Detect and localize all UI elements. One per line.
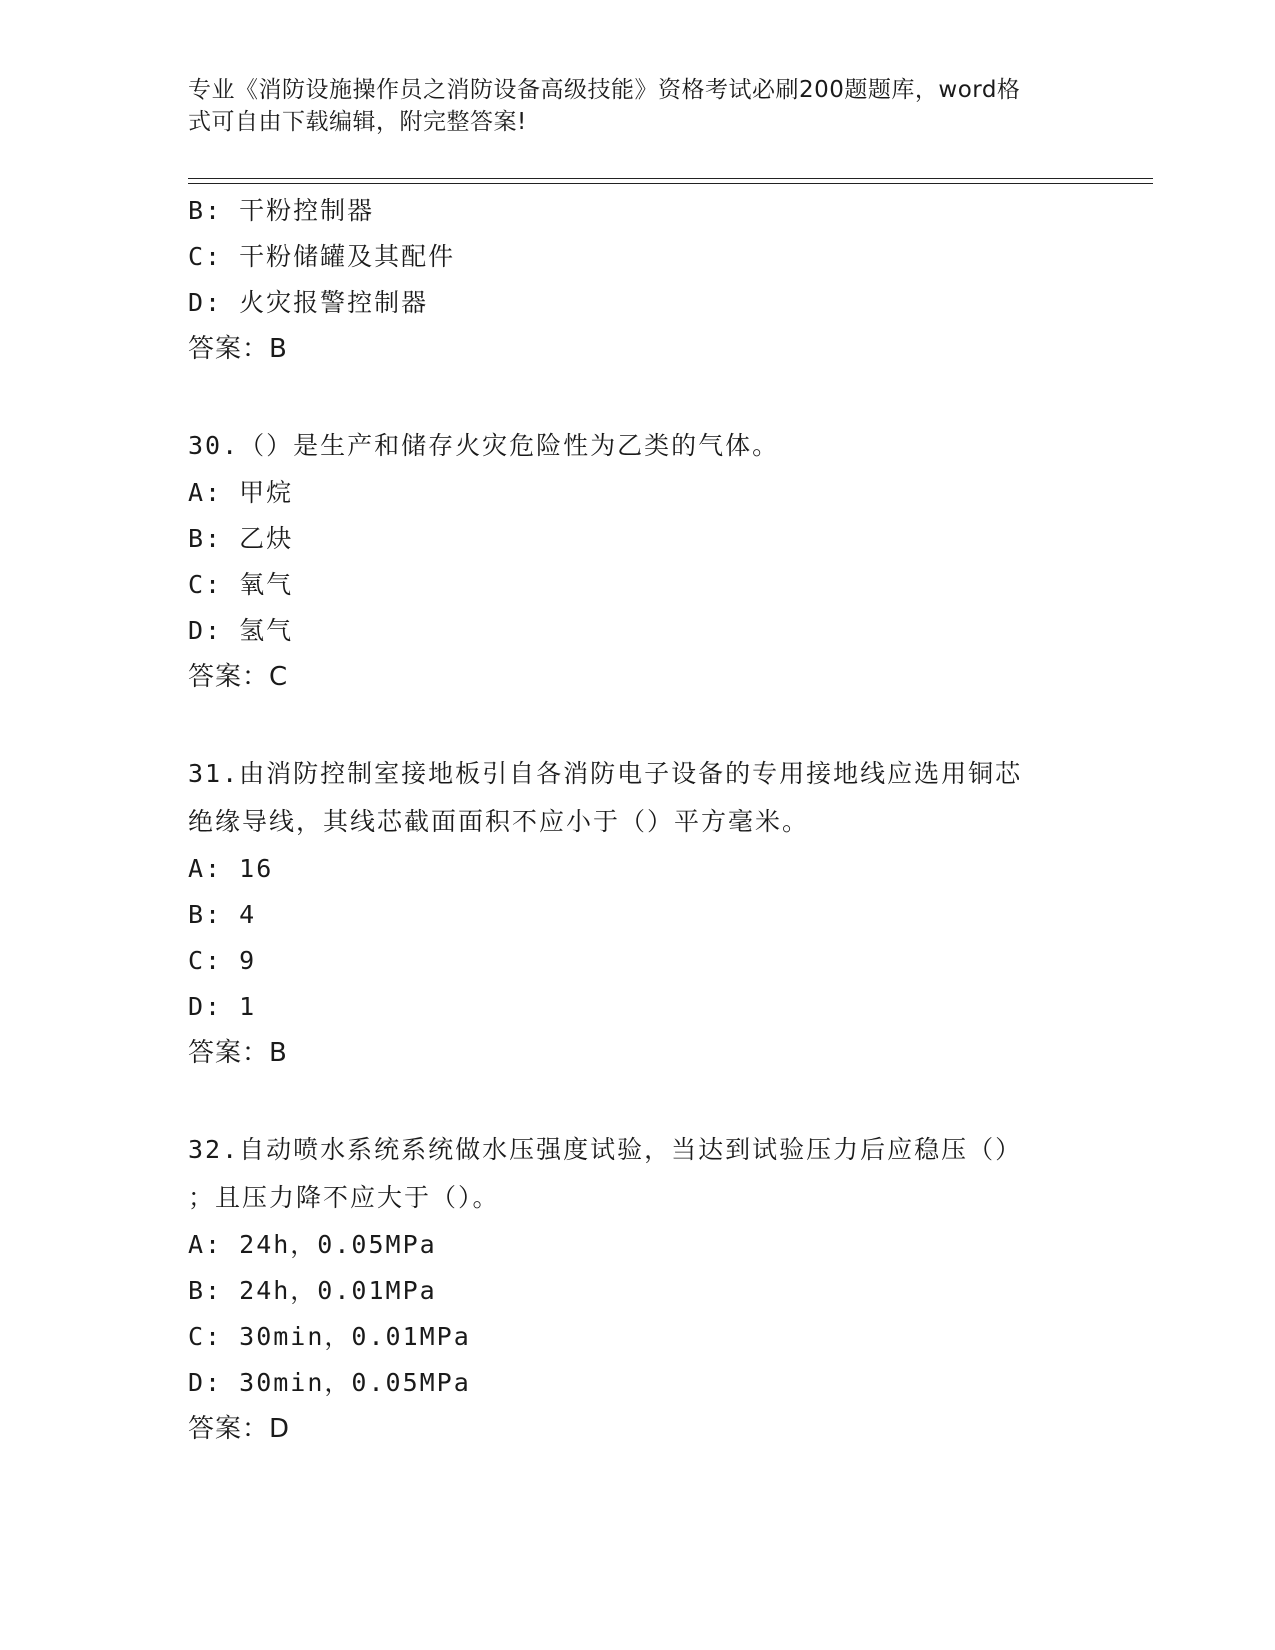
spacer [188, 700, 1088, 750]
answer: 答案：B [188, 334, 288, 364]
option-c: C: 9 [188, 946, 257, 975]
answer: 答案：B [188, 1038, 288, 1068]
option-b: B: 24h，0.01MPa [188, 1276, 437, 1305]
question-stem: ；且压力降不应大于（）。 [188, 1183, 500, 1212]
option-d: D: 氢气 [188, 616, 294, 645]
question-list [188, 188, 1088, 1452]
question-stem: 31.由消防控制室接地板引自各消防电子设备的专用接地线应选用铜芯 [188, 759, 1023, 788]
option-a: A: 甲烷 [188, 478, 294, 507]
answer: 答案：D [188, 1414, 291, 1444]
question-29-continued [188, 188, 1088, 372]
question-30 [188, 422, 1088, 700]
question-stem: 32.自动喷水系统系统做水压强度试验，当达到试验压力后应稳压（） [188, 1135, 1023, 1164]
header-divider-bottom [188, 183, 1153, 184]
option-b: B: 乙炔 [188, 524, 294, 553]
header-line-2: 式可自由下载编辑，附完整答案! [188, 109, 527, 135]
option-c: C: 干粉储罐及其配件 [188, 242, 456, 271]
option-b: B: 4 [188, 900, 257, 929]
option-c: C: 30min，0.01MPa [188, 1322, 471, 1351]
option-c: C: 氧气 [188, 570, 294, 599]
question-32 [188, 1126, 1088, 1452]
spacer [188, 372, 1088, 422]
option-d: D: 火灾报警控制器 [188, 288, 429, 317]
header-divider-top [188, 178, 1153, 179]
option-b: B: 干粉控制器 [188, 196, 375, 225]
option-d: D: 1 [188, 992, 257, 1021]
question-31 [188, 750, 1088, 1076]
spacer [188, 1076, 1088, 1126]
option-d: D: 30min，0.05MPa [188, 1368, 471, 1397]
question-stem: 30.（）是生产和储存火灾危险性为乙类的气体。 [188, 431, 780, 460]
option-a: A: 24h，0.05MPa [188, 1230, 437, 1259]
header-line-1: 专业《消防设施操作员之消防设备高级技能》资格考试必刷200题题库，word格 [188, 77, 1021, 103]
question-stem: 绝缘导线，其线芯截面面积不应小于（）平方毫米。 [188, 807, 810, 836]
document-header [188, 74, 1078, 138]
answer: 答案：C [188, 662, 289, 692]
option-a: A: 16 [188, 854, 274, 883]
